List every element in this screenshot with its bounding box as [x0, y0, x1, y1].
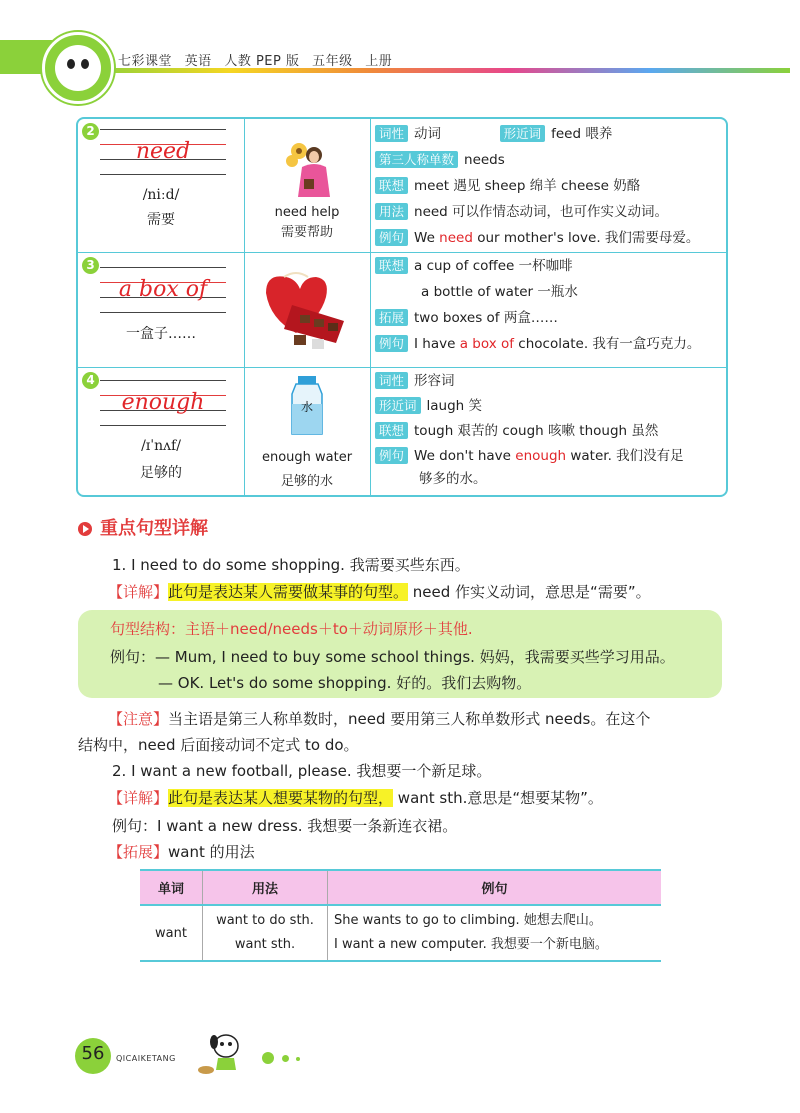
tag: 联想	[375, 257, 408, 274]
tag: 拓展	[375, 309, 408, 326]
footer-dot	[262, 1052, 274, 1064]
bottle-label: 水	[300, 400, 313, 414]
edition: 人教 PEP 版	[224, 54, 300, 69]
detail-line: a bottle of water 一瓶水	[421, 284, 578, 300]
vocab-word: a box of	[118, 277, 208, 302]
phonetic: /ɪˈnʌf/	[141, 438, 181, 454]
extension: 【拓展】want 的用法	[108, 843, 255, 861]
tag: 联想	[375, 422, 408, 439]
tag: 例句	[375, 447, 408, 464]
tag: 联想	[375, 177, 408, 194]
tag: 词性	[375, 372, 408, 389]
dog-mascot-icon	[196, 1032, 246, 1076]
phrase-cn: 足够的水	[280, 474, 333, 489]
volume: 上册	[365, 54, 393, 69]
explain-1: 【详解】此句是表达某人需要做某事的句型。 need 作实义动词，意思是“需要”。	[108, 583, 651, 601]
detail-line: 联想 meet 遇见 sheep 绵羊 cheese 奶酪	[375, 175, 640, 197]
subject: 英语	[184, 54, 212, 69]
footer-dot	[296, 1057, 300, 1061]
tag: 用法	[375, 203, 408, 220]
heart-chocolate-box-icon	[244, 263, 370, 358]
example-2: — OK. Let's do some shopping. 好的。我们去购物。	[158, 674, 532, 692]
tag: 形近词	[500, 125, 546, 142]
detail-line: 词性 动词 形近词 feed 喂养	[375, 123, 612, 145]
meaning: 一盒子……	[126, 326, 196, 342]
explain-2: 【详解】此句是表达某人想要某物的句型， want sth.意思是“想要某物”。	[108, 789, 603, 807]
section-title: 重点句型详解	[78, 514, 208, 540]
phrase-cn: 需要帮助	[280, 225, 333, 240]
mascot-logo	[42, 32, 114, 104]
phrase-en: enough water	[261, 450, 353, 465]
table-cell: want to do sth. want sth.	[203, 905, 328, 961]
vocab-word: need	[135, 139, 191, 164]
vocab-word: enough	[121, 390, 205, 415]
detail-line: 联想 a cup of coffee 一杯咖啡	[375, 255, 573, 277]
phonetic: /niːd/	[142, 187, 180, 203]
footer-dot	[282, 1055, 289, 1062]
sentence-2: 2. I want a new football, please. 我想要一个新足球。	[112, 762, 492, 780]
note-line-2: 结构中，need 后面接动词不定式 to do。	[78, 736, 359, 754]
detail-line: 拓展 two boxes of 两盒……	[375, 307, 558, 329]
play-bullet-icon	[78, 522, 92, 536]
meaning: 足够的	[140, 465, 182, 481]
page-number: 56	[81, 1043, 105, 1064]
tag: 例句	[375, 229, 408, 246]
detail-line: 第三人称单数 needs	[375, 149, 505, 171]
number-badge: 4	[82, 372, 99, 389]
detail-line: 例句 We don't have enough water. 我们没有足	[375, 445, 684, 467]
number-badge: 2	[82, 123, 99, 140]
grade: 五年级	[312, 54, 353, 69]
usage-table	[140, 869, 661, 962]
example-3: 例句：I want a new dress. 我想要一条新连衣裙。	[112, 817, 458, 835]
header-title	[118, 50, 400, 69]
detail-line: 够多的水。	[419, 471, 487, 487]
detail-line: 联想 tough 艰苦的 cough 咳嗽 though 虽然	[375, 420, 658, 442]
detail-line: 形近词 laugh 笑	[375, 395, 482, 417]
phrase-en: need help	[274, 205, 340, 220]
note-line-1: 【注意】当主语是第三人称单数时，need 要用第三人称单数形式 needs。在这个	[108, 710, 651, 728]
dog-mascot-icon	[55, 45, 101, 91]
tag: 例句	[375, 335, 408, 352]
table-cell: want	[140, 905, 203, 961]
example-1: 例句：— Mum, I need to buy some school things. 妈妈，我需要买些学习用品。	[110, 648, 675, 666]
column-header: 单词	[140, 870, 203, 905]
structure-formula: 句型结构：主语＋need/needs＋to＋动词原形＋其他.	[110, 620, 473, 638]
detail-line: 词性 形容词	[375, 370, 455, 392]
meaning: 需要	[147, 212, 175, 228]
tag: 词性	[375, 125, 408, 142]
vocab-row-enough	[78, 367, 726, 496]
vocab-row-need	[78, 119, 726, 252]
vocab-row-a-box-of	[78, 252, 726, 368]
girl-with-sunflowers-icon	[244, 133, 370, 203]
brand: 七彩课堂	[118, 54, 173, 69]
table-header-row	[140, 870, 661, 905]
number-badge: 3	[82, 257, 99, 274]
table-row	[140, 905, 661, 961]
detail-line: 用法 need 可以作情态动词，也可作实义动词。	[375, 201, 668, 223]
vocab-table	[76, 117, 728, 497]
column-header: 用法	[203, 870, 328, 905]
detail-line: 例句 I have a box of chocolate. 我有一盒巧克力。	[375, 333, 700, 355]
footer-brand: QICAIKETANG	[116, 1054, 176, 1063]
sentence-1: 1. I need to do some shopping. 我需要买些东西。	[112, 556, 470, 574]
tag: 第三人称单数	[375, 151, 458, 168]
column-header: 例句	[328, 870, 662, 905]
table-cell: She wants to go to climbing. 她想去爬山。 I want a new computer. 我想要一个新电脑。	[328, 905, 662, 961]
detail-line: 例句 We need our mother's love. 我们需要母爱。	[375, 227, 699, 249]
tag: 形近词	[375, 397, 421, 414]
